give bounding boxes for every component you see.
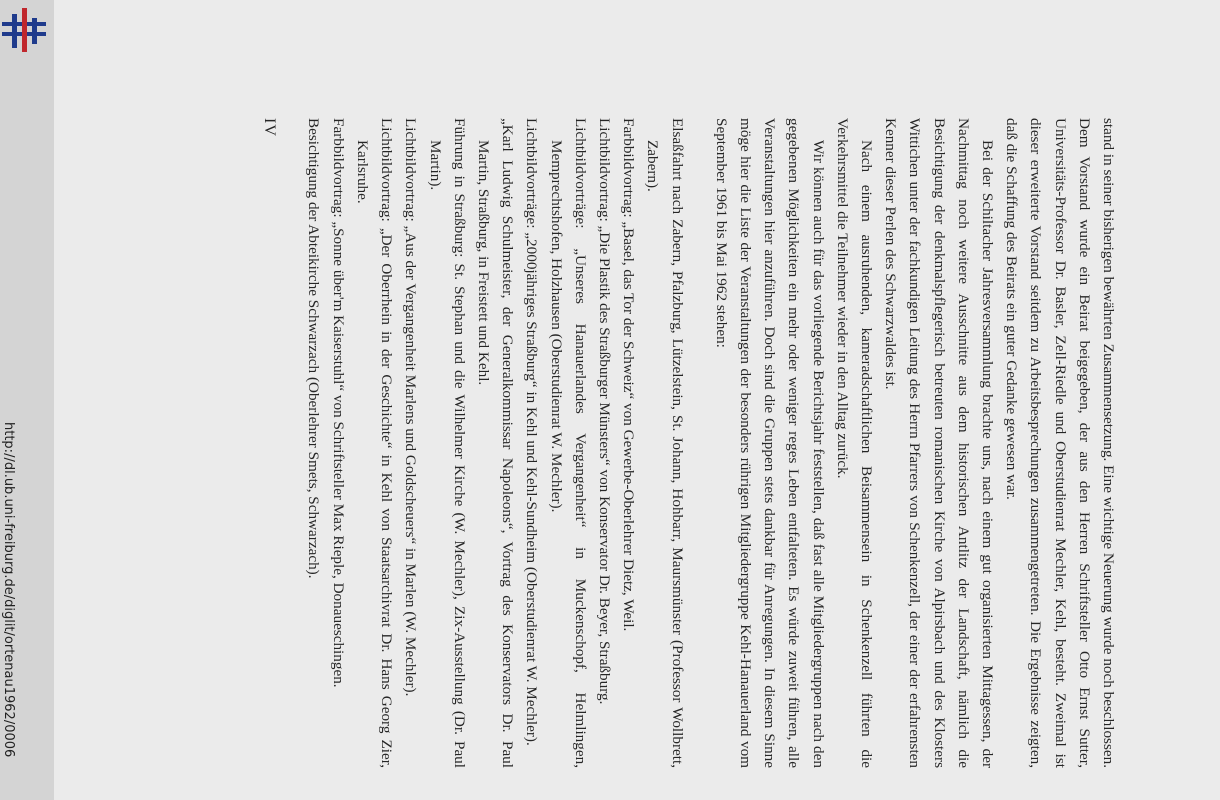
paragraph: Wir können auch für das vorliegende Berichtsjahr feststellen, daß fast alle Mitgliedergruppen nach den gegebenen Möglichkeiten ein mehr oder weniger reges Leben entfalteten. Es würde zuweit führen, alle Veranstaltungen hier anzuführen. Doch sind die Gruppen stets dankbar für Anregungen. In diesem Sinne möge hier die Liste der Veranstaltungen der besonders rührigen Mitgliedergruppe Kehl-Hanauerland vom September 1961 bis Mai 1962 stehen:	[712, 118, 827, 768]
source-url: http://dl.ub.uni-freiburg.de/diglit/ortenau1962/0006	[1, 422, 16, 758]
event-entry: Farbbildvortrag: „Basel, das Tor der Schweiz“ von Gewerbe-Oberlehrer Dietz, Weil.	[620, 118, 638, 632]
paragraph: Bei der Schiltacher Jahresversammlung brachte uns, nach einem gut organisierten Mittagessen, der Nachmittag noch weitere Ausschnitte aus dem historischen Antlitz der Landschaft, nämlich die Besichtigung der denkmalspflegerisch betreuten romanischen Kirche von Alpirsbach und des Klosters Wittichen unter der fachkundigen Leitung des Herrn Pfarrers von Schenkenzell, der einer der erfahrensten Kenner dieser Perlen des Schwarzwaldes ist.	[882, 118, 996, 768]
event-entry: „Karl Ludwig Schulmeister, der Generalkommissar Napoleons“, Vortrag des Konservators Dr. Paul Martin, Straßburg, in Freistett und Kehl.	[474, 118, 517, 768]
paragraph: stand in seiner bisherigen bewährten Zusammensetzung. Eine wichtige Neuerung wurde noch beschlossen. Dem Vorstand wurde ein Beirat beigegeben, der aus den Herren Schriftsteller Otto Ernst Sutter, Universitäts-Professor Dr. Basler, Zell-Riedle und Oberstudienrat Mechler, Kehl, besteht. Zweimal ist dieser erweiterte Vorstand seitdem zu Arbeitsbesprechungen zusammengetreten. Die Ergebnisse zeigten, daß die Schaffung des Beirats ein guter Gedanke gewesen war.	[1003, 118, 1117, 768]
page-text-block	[130, 118, 1120, 768]
paragraph: Nach einem ausruhenden, kameradschaftlichen Beisammensein in Schenkenzell führten die Verkehrsmittel die Teilnehmer wieder in den Alltag zurück.	[833, 118, 875, 768]
event-entry: Besichtigung der Abteikirche Schwarzach (Oberlehrer Smets, Schwarzach).	[305, 118, 323, 579]
event-entry: Elsaßfahrt nach Zabern, Pfalzburg, Lützelstein, St. Johann, Hohbarr, Maursmünster (Professor Wollbrett, Zabern).	[644, 118, 686, 768]
event-entry: Lichtbildvorträge: „2000jähriges Straßburg“ in Kehl und Kehl-Sundheim (Oberstudienrat W. Mechler).	[523, 118, 541, 746]
event-entry: Lichtbildvortrag: „Aus der Vergangenheit Marlens und Goldscheuers“ in Marlen (W. Mechler).	[402, 118, 420, 697]
event-entry: Farbbildvortrag: „Sonne über'm Kaiserstuhl“ von Schriftsteller Max Rieple, Donaueschingen.	[329, 118, 347, 688]
page-number: IV	[261, 118, 279, 137]
event-entry: Lichtbildvortrag: „Die Plastik des Straßburger Münsters“ von Konservator Dr. Beyer, Straßburg.	[595, 118, 613, 705]
left-margin-strip	[0, 0, 54, 800]
event-entry: Führung in Straßburg: St. Stephan und die Wilhelmer Kirche (W. Mechler), Zix-Ausstellung (Dr. Paul Martin).	[426, 118, 468, 768]
spacer	[689, 118, 709, 768]
ub-freiburg-logo-icon	[2, 8, 46, 52]
event-entry: Lichtbildvortrag: „Der Oberrhein in der Geschichte“ in Kehl von Staatsarchivrat Dr. Hans Georg Zier, Karlsruhe.	[353, 118, 396, 768]
copyright-notice	[0, 545, 1, 761]
event-entry: Lichtbildvorträge: „Unseres Hanauerlandes Vergangenheit“ in Muckenschopf, Helmlingen, Memprechtshofen, Holzhausen (Oberstudienrat W. Mechler).	[547, 118, 589, 768]
